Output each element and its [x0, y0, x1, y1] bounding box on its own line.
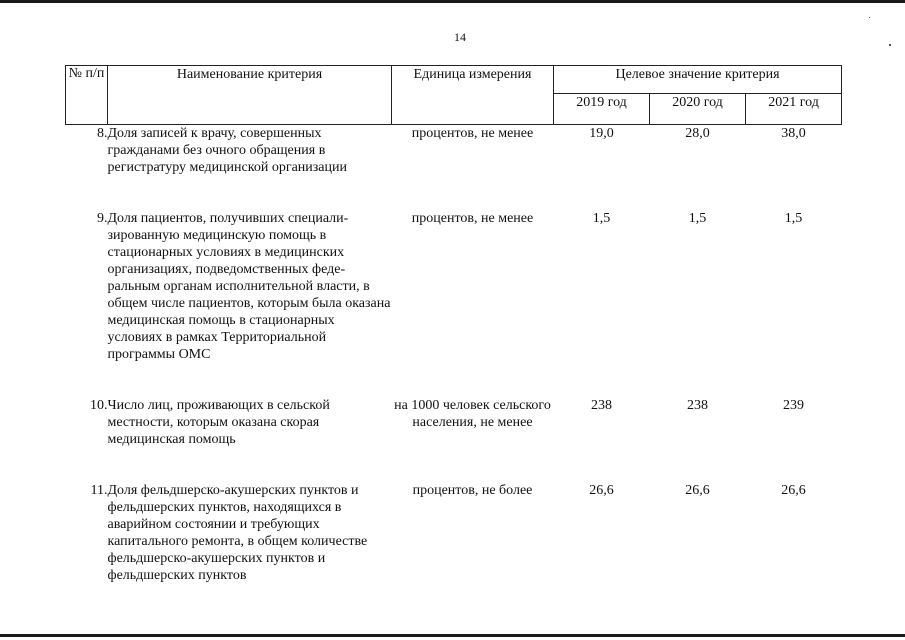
value-2020: 238	[687, 398, 708, 413]
value-2021: 38,0	[781, 126, 806, 141]
criterion-name: Число лиц, проживающих в сельской местности, которым оказана скорая медицинская помощь	[107, 398, 330, 447]
header-unit: Единица измерения	[392, 66, 554, 125]
value-2020: 28,0	[685, 126, 710, 141]
scan-speck	[869, 17, 870, 18]
value-2021: 1,5	[784, 211, 803, 226]
scan-speck	[889, 44, 891, 46]
table-row	[66, 482, 842, 584]
criteria-table	[65, 65, 842, 584]
page-number: 14	[454, 30, 466, 44]
value-2019: 1,5	[592, 211, 611, 226]
value-2020: 26,6	[685, 483, 710, 498]
row-spacer	[66, 448, 842, 482]
header-number: № п/п	[66, 66, 108, 125]
table-row	[66, 397, 842, 448]
value-2020: 1,5	[688, 211, 707, 226]
header-target-value: Целевое значение критерия	[554, 66, 842, 94]
row-number: 11.	[90, 483, 108, 498]
criterion-unit: процентов, не более	[412, 483, 533, 498]
value-2019: 19,0	[589, 126, 614, 141]
header-criterion-name: Наименование критерия	[108, 66, 392, 125]
value-2021: 26,6	[781, 483, 806, 498]
criterion-unit: процентов, не менее	[411, 126, 534, 141]
criterion-name: Доля записей к врачу, совершенных гражданами без очного обращения в регистратуру медицинской организации	[107, 126, 347, 175]
scan-top-edge	[0, 0, 905, 3]
criterion-name: Доля фельдшерско-акушерских пунктов и фельдшерских пунктов, находящихся в аварийном состоянии и требующих капитального ремонта, в общем количестве фельдшерско-акушерских пунктов и фельдшерских пунктов	[107, 483, 368, 583]
value-2019: 238	[591, 398, 612, 413]
row-number: 8.	[97, 126, 108, 141]
value-2019: 26,6	[589, 483, 614, 498]
scan-bottom-edge	[0, 634, 905, 637]
header-year-2019: 2019 год	[554, 94, 650, 125]
row-spacer	[66, 363, 842, 397]
row-spacer	[66, 176, 842, 210]
header-year-2021: 2021 год	[746, 94, 842, 125]
row-number: 9.	[97, 211, 108, 226]
table-row	[66, 210, 842, 363]
criterion-unit: процентов, не менее	[411, 211, 534, 226]
row-number: 10.	[90, 398, 108, 413]
criterion-unit: на 1000 человек сельского населения, не менее	[394, 398, 551, 430]
criterion-name: Доля пациентов, получивших специали-зированную медицинскую помощь в стационарных условиях в медицинских организациях, подведомственных феде-ральным органам исполнительной власти, в общем числе пациентов, которым была оказана медицинская помощь в стационарных условиях в рамках Территориальной программы ОМС	[107, 211, 391, 362]
value-2021: 239	[783, 398, 805, 413]
header-year-2020: 2020 год	[650, 94, 746, 125]
table-row	[66, 125, 842, 177]
